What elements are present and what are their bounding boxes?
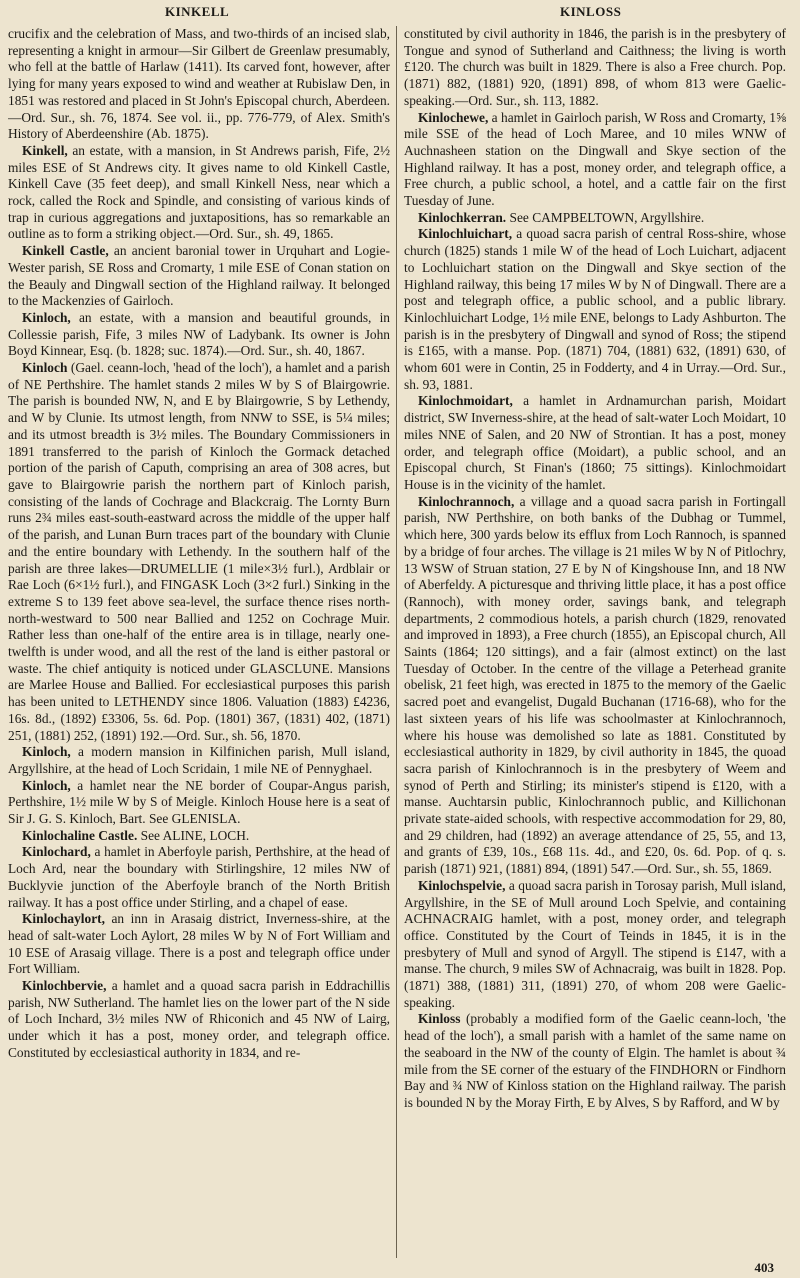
header-right: KINLOSS xyxy=(560,4,622,19)
entry-headword: Kinkell Castle, xyxy=(22,243,109,259)
gazetteer-entry xyxy=(8,243,390,310)
entry-headword: Kinloch, xyxy=(22,744,71,760)
entry-headword: Kinlochewe, xyxy=(418,109,489,125)
entry-headword: Kinlochaline Castle. xyxy=(22,827,138,843)
entry-text: a village and a quoad sacra parish in Fortingall parish, NW Perthshire, on both banks of the Dubhag or Tummel, which here, 300 yards below its efflux from Loch Rannoch, is spanned by a bridge of four arches. The village is 21 miles W by N of Pitlochry, 13 WSW of Struan station, 27 E by N of Kingshouse Inn, and 18 NW of Aberfeldy. A picturesque and thriving little place, it has a post office (Rannoch), with money order, savings bank, and telegraph departments, 2 commodious hotels, a parish church (1829, renovated and improved in 1893), a Free church (1855), an Episcopal church, All Saints (1864; 120 sittings), and a fair (almost extinct) on the last Tuesday of October. In the centre of the village a Peterhead granite obelisk, 21 feet high, was erected in 1875 to the memory of the Gaelic sacred poet and evangelist, Dugald Buchanan (1716-68), who for the last sixteen years of his life was schoolmaster at Kinlochrannoch, where his house was demolished so late as 1881. Constituted by ecclesiastical authority in 1829, by civil authority in 1845, the quoad sacra parish of Kinlochrannoch is in the presbytery of Weem and synod of Perth and Stirling; its minister's stipend is £120, with a manse. Auchtarsin public, Kinlochrannoch public, and Killichonan private state-aided schools, with respective accommodation for 29, 80, and 29 children, had (1892) an average attendance of 25, 55, and 13, and grants of £39, 10s., £68 11s. 4d., and £20, 0s. 6d. Pop. of q. s. parish (1871) 921, (1881) 894, (1891) 547.—Ord. Sur., sh. 55, 1869. xyxy=(404,493,786,877)
running-header xyxy=(0,4,800,24)
continued-paragraph xyxy=(404,26,786,110)
entry-text: constituted by civil authority in 1846, the parish is in the presbytery of Tongue and synod of Sutherland and Caithness; the living is worth £120. The church was built in 1829. There is also a Free church. Pop. (1871) 882, (1881) 920, (1891) 898, of whom 813 were Gaelic-speaking.—Ord. Sur., sh. 113, 1882. xyxy=(404,26,786,108)
entry-text: a quoad sacra parish of central Ross-shire, whose church (1825) stands 1 mile W of the head of Loch Luichart, adjacent to Lochluichart station on the Dingwall and Skye section of the Highland railway, this being 17 miles W by N of Dingwall. There are a post and telegraph office, a public school, and a public library. Kinlochluichart Lodge, 1½ mile ENE, belongs to Lady Ashburton. The parish is in the presbytery of Dingwall and synod of Ross; the stipend is £165, with a manse. Pop. (1871) 704, (1881) 632, (1891) 630, of whom 601 were in Contin, 25 in Fodderty, and 4 in Urray.—Ord. Sur., sh. 93, 1881. xyxy=(404,226,786,392)
gazetteer-entry xyxy=(8,911,390,978)
gazetteer-entry xyxy=(404,110,786,210)
entry-headword: Kinlochard, xyxy=(22,844,91,860)
entry-text: an estate, with a mansion, in St Andrews parish, Fife, 2½ miles ESE of St Andrews city. It gives name to old Kinkell Castle, Kinkell Cave (35 feet deep), and small Kinkell Ness, near which a rock, called the Rock and Spindle, and consisting of various kinds of trap in curious aggregations and juxtapositions, has so remarkable an outline as to form a striking object.—Ord. Sur., sh. 49, 1865. xyxy=(8,142,390,242)
entry-headword: Kinlochluichart, xyxy=(418,226,513,242)
entry-text: a hamlet near the NE border of Coupar-Angus parish, Perthshire, 1½ mile W by S of Meigle. Kinloch House here is a seat of Sir J. G. S. Kinloch, Bart. See GLENISLA. xyxy=(8,777,390,827)
entry-text: See CAMPBELTOWN, Argyllshire. xyxy=(506,209,705,225)
entry-text: a hamlet in Aberfoyle parish, Perthshire, at the head of Loch Ard, near the boundary with Stirlingshire, 12 miles NW of Bucklyvie junction of the Aberfoyle branch of the North British railway. It has a post office under Stirling, and a chapel of ease. xyxy=(8,844,390,910)
entry-headword: Kinlochspelvie, xyxy=(418,877,506,893)
entry-headword: Kinlochkerran. xyxy=(418,209,507,225)
entry-headword: Kinloch, xyxy=(22,309,71,325)
gazetteer-entry xyxy=(8,828,390,845)
entry-headword: Kinlochbervie, xyxy=(22,978,107,994)
entry-text: an inn in Arasaig district, Inverness-shire, at the head of salt-water Loch Aylort, 28 miles W by N of Fort William and 10 ESE of Arasaig village. There is a post and telegraph office under Fort William. xyxy=(8,911,390,977)
gazetteer-entry xyxy=(404,878,786,1012)
entry-headword: Kinlochmoidart, xyxy=(418,393,513,409)
entry-headword: Kinloch xyxy=(22,360,68,376)
gazetteer-entry xyxy=(8,310,390,360)
entry-headword: Kinlochrannoch, xyxy=(418,493,515,509)
entry-headword: Kinloss xyxy=(418,1011,461,1027)
entry-text: an estate, with a mansion and beautiful grounds, in Collessie parish, Fife, 3 miles NW of Ladybank. Its owner is John Boyd Kinnear, Esq. (b. 1828; suc. 1874).—Ord. Sur., sh. 40, 1867. xyxy=(8,309,390,359)
page-number: 403 xyxy=(754,1260,774,1275)
gazetteer-entry xyxy=(404,393,786,493)
gazetteer-entry xyxy=(8,143,390,243)
entry-text: (Gael. ceann-loch, 'head of the loch'), a hamlet and a parish of NE Perthshire. The hamlet stands 2 miles W by S of Blairgowrie. The parish is bounded NW, N, and E by Blairgowrie, S by Lethendy, and W by Clunie. Its utmost length, from NNW to SSE, is 5¼ miles; and its utmost breadth is 3½ miles. The Boundary Commissioners in 1891 transferred to the parish of Kinloch the Gormack detached portion of the parish of Caputh, comprising an area of 308 acres, but gave to Blairgowrie parish the northern part of Kinloch parish, consisting of the lands of Cochrage and Blackcraig. The Lornty Burn runs 2¾ miles east-south-eastward across the middle of the upper half of the parish, and Lunan Burn traces part of the boundary with Clunie and the entire boundary with Lethendy. In the southern half of the parish are three lakes—DRUMELLIE (1 mile×3½ furl.), Ardblair or Rae Loch (6×1½ furl.), and FINGASK Loch (3×2 furl.) Sinking in the extreme S to 139 feet above sea-level, the surface thence rises north-north-westward to 500 near Ballied and 1252 on Cochrage Muir. Rather less than one-half of the entire area is in tillage, nearly one-twelfth is under wood, and all the rest of the land is either pastoral or waste. The chief antiquity is noticed under GLASCLUNE. Mansions are Marlee House and Ballied. For ecclesiastical purposes this parish has been united to LETHENDY since 1806. Valuation (1883) £4236, 16s. 8d., (1892) £3306, 5s. 6d. Pop. (1801) 367, (1831) 402, (1871) 251, (1881) 252, (1891) 192.—Ord. Sur., sh. 56, 1870. xyxy=(8,360,390,743)
entry-text: crucifix and the celebration of Mass, and two-thirds of an incised slab, representing a knight in armour—Sir Gilbert de Greenlaw presumably, who fell at the battle of Harlaw (1411). Its carved font, however, after lying for many years exposed to wind and weather at Rubislaw Den, in 1851 was restored and placed in St John's Episcopal church, Aberdeen.—Ord. Sur., sh. 76, 1874. See vol. ii., pp. 776-779, of Alex. Smith's History of Aberdeenshire (Ab. 1875). xyxy=(8,26,390,142)
entry-headword: Kinkell, xyxy=(22,142,68,158)
left-column xyxy=(8,26,390,1258)
entry-text: a hamlet in Gairloch parish, W Ross and Cromarty, 1⅝ mile SSE of the head of Loch Maree, and 10 miles WNW of Auchnasheen station on the Dingwall and Skye section of the Highland railway. It has a post, money order, and telegraph office, a Free church, a public school, a hotel, and a cattle fair on the first Tuesday of June. xyxy=(404,109,786,209)
entry-text: See ALINE, LOCH. xyxy=(137,827,250,843)
gazetteer-entry xyxy=(8,978,390,1062)
entry-headword: Kinloch, xyxy=(22,777,71,793)
entry-text: a quoad sacra parish in Torosay parish, Mull island, Argyllshire, in the SE of Mull around Loch Spelvie, and containing ACHNACRAIG hamlet, with a post, money order, and telegraph office. Constituted by the Court of Teinds in 1845, it is in the presbytery of Mull and synod of Argyll. The stipend is £147, with a manse. The church, 9 miles SW of Achnacraig, was built in 1828. Pop. (1871) 388, (1881) 311, (1891) 270, of whom 208 were Gaelic-speaking. xyxy=(404,877,786,1010)
gazetteer-entry xyxy=(404,1011,786,1111)
entry-text: (probably a modified form of the Gaelic ceann-loch, 'the head of the loch'), a small parish with a hamlet of the same name on the seaboard in the NW of the county of Elgin. The hamlet is about ¾ mile from the SE corner of the estuary of the FINDHORN or Findhorn Bay and ¾ NW of Kinloss station on the Highland railway. The parish is bounded N by the Moray Firth, E by Alves, S by Rafford, and W by xyxy=(404,1011,786,1110)
gazetteer-entry xyxy=(404,494,786,878)
header-left: KINKELL xyxy=(165,4,230,19)
entry-text: a modern mansion in Kilfinichen parish, Mull island, Argyllshire, at the head of Loch Scridain, 1 mile NE of Pennyghael. xyxy=(8,744,390,776)
continued-paragraph xyxy=(8,26,390,143)
gazetteer-entry xyxy=(8,844,390,911)
entry-text: a hamlet and a quoad sacra parish in Eddrachillis parish, NW Sutherland. The hamlet lies on the lower part of the N side of Loch Inchard, 3½ miles NW of Rhiconich and 45 NW of Lairg, under which it has a post, money order, and telegraph office. Constituted by ecclesiastical authority in 1834, and re- xyxy=(8,978,390,1060)
gazetteer-entry xyxy=(404,210,786,227)
column-divider xyxy=(396,26,397,1258)
gazetteer-entry xyxy=(8,778,390,828)
gazetteer-entry xyxy=(404,226,786,393)
gazetteer-entry xyxy=(8,360,390,744)
entry-text: an ancient baronial tower in Urquhart and Logie-Wester parish, SE Ross and Cromarty, 1 mile ESE of Conan station on the Beauly and Dingwall section of the Highland railway. It belonged to the Mackenzies of Gairloch. xyxy=(8,243,390,309)
entry-headword: Kinlochaylort, xyxy=(22,911,105,927)
gazetteer-entry xyxy=(8,744,390,777)
entry-text: a hamlet in Ardnamurchan parish, Moidart district, SW Inverness-shire, at the head of salt-water Loch Moidart, 10 miles NNE of Salen, and 20 NW of Strontian. It has a post, money order, and telegraph office (Moidart), a public school, and an Episcopal church, St Finan's (1860; 75 sittings). Kinlochmoidart House is in the vicinity of the hamlet. xyxy=(404,393,786,492)
right-column xyxy=(404,26,786,1258)
